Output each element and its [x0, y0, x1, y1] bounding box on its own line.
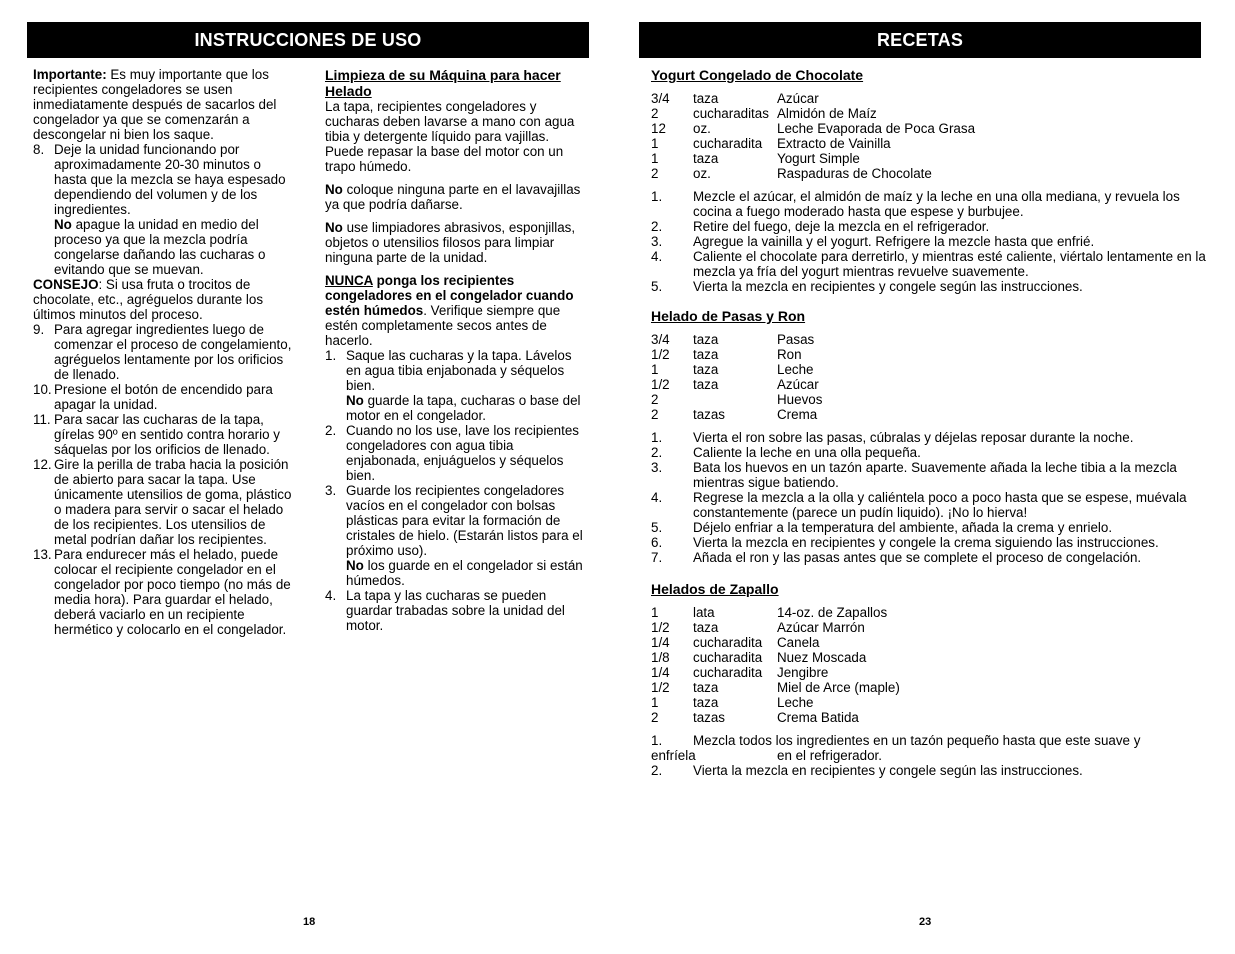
ingredients-table	[651, 91, 1211, 181]
ingredient-unit: lata	[693, 605, 715, 620]
item-text: Para endurecer más el helado, puede colocar el recipiente congelador en el congelador por poco tiempo (no más de media hora). Para guardar el helado, deberá vaciarlo en un recipiente hermético y colocarlo en el congelador.	[54, 547, 291, 637]
right-page-header	[639, 22, 1201, 58]
ingredient-qty: 2	[651, 106, 659, 121]
step-text: Añada el ron y las pasas antes que se complete el proceso de congelación.	[693, 550, 1142, 565]
ingredient-name: Raspaduras de Chocolate	[777, 166, 932, 181]
step-text: Vierta la mezcla en recipientes y congele según las instrucciones.	[693, 279, 1083, 294]
item-text: Gire la perilla de traba hacia la posición de abierto para sacar la tapa. Use únicamente utensilios de goma, plástico o madera para servir o sacar el helado de los recipientes. Los utensilios de metal podrían dañar los recipientes.	[54, 457, 292, 547]
step-text: Déjelo enfriar a la temperatura del ambiente, añada la crema y enrielo.	[693, 520, 1113, 535]
item-number: 9.	[33, 322, 45, 337]
step-number: 5.	[651, 520, 663, 535]
item-text: Para agregar ingredientes luego de comenzar el proceso de congelamiento, agréguelos lentamente por los orificios de llenado.	[54, 322, 292, 382]
recipe-step	[651, 234, 1211, 249]
ingredient-qty: 1	[651, 151, 659, 166]
ingredient-unit: taza	[693, 377, 719, 392]
recipe-step	[651, 279, 1211, 294]
no-label: No	[346, 558, 364, 573]
right-header-title: RECETAS	[876, 29, 964, 50]
step-text: Vierta la mezcla en recipientes y congele según las instrucciones.	[693, 763, 1083, 778]
ingredient-unit: taza	[693, 347, 719, 362]
item-text: Deje la unidad funcionando por aproximadamente 20-30 minutos o hasta que la mezcla se haya espesado dependiendo del volumen y de los ingredientes.	[54, 142, 286, 217]
list-item	[33, 457, 295, 547]
cleaning-title: Limpieza de su Máquina para hacer Helado	[325, 67, 561, 99]
step-text: Retire del fuego, deje la mezcla en el refrigerador.	[693, 219, 990, 234]
step-number: 1.	[651, 430, 663, 445]
recipe-step	[651, 445, 1211, 460]
note-text: use limpiadores abrasivos, esponjillas, objetos o utensilios filosos para limpiar ninguna parte de la unidad.	[325, 220, 576, 265]
step-text: Vierta el ron sobre las pasas, cúbralas y déjelas reposar durante la noche.	[693, 430, 1134, 445]
step-number: 2.	[651, 763, 663, 778]
left-column-2	[325, 67, 589, 633]
ingredient-name: Yogurt Simple	[777, 151, 860, 166]
ingredient-unit: cucharadita	[693, 650, 763, 665]
item-text: Cuando no los use, lave los recipientes congeladores con agua tibia enjabonada, enjuáguelos y séquelos bien.	[346, 423, 579, 483]
cleaning-intro: La tapa, recipientes congeladores y cucharas deben lavarse a mano con agua tibia y detergente líquido para vajillas. Puede repasar la base del motor con un trapo húmedo.	[325, 99, 575, 174]
steps-list-8	[33, 142, 295, 277]
step-text: Regrese la mezcla a la olla y caliéntela poco a poco hasta que se espese, muévala constantemente (parece un pudín liquido). ¡No lo hierva!	[693, 490, 1187, 520]
recipe-title: Yogurt Congelado de Chocolate	[651, 67, 864, 83]
cleaning-note-1	[325, 182, 589, 212]
ingredient-qty: 1/4	[651, 635, 670, 650]
item-text: La tapa y las cucharas se pueden guardar trabadas sobre la unidad del motor.	[346, 588, 565, 633]
cleaning-note-2	[325, 220, 589, 265]
ingredient-qty: 1	[651, 136, 659, 151]
list-item	[33, 382, 295, 412]
left-column-1	[33, 67, 295, 637]
recipe-step	[651, 219, 1211, 234]
ingredient-name: Azúcar	[777, 377, 819, 392]
ingredient-name: Miel de Arce (maple)	[777, 680, 900, 695]
note-text: coloque ninguna parte en el lavavajillas ya que podría dañarse.	[325, 182, 581, 212]
ingredients-table	[651, 605, 1211, 725]
ingredient-name: 14-oz. de Zapallos	[777, 605, 888, 620]
step-number: 4.	[651, 249, 663, 264]
item-number: 4.	[325, 588, 337, 603]
ingredient-unit	[693, 392, 777, 407]
step-number: 3.	[651, 460, 663, 475]
step-number: 4.	[651, 490, 663, 505]
item-number: 13.	[33, 547, 52, 562]
list-item	[325, 588, 589, 633]
step-number: 6.	[651, 535, 663, 550]
ingredient-unit: taza	[693, 332, 719, 347]
no-label: No	[54, 217, 72, 232]
ingredient-name: Canela	[777, 635, 820, 650]
ingredient-qty: 1/2	[651, 347, 670, 362]
ingredient-qty: 1/2	[651, 620, 670, 635]
left-header-title: INSTRUCCIONES DE USO	[194, 29, 422, 50]
ingredient-name: Azúcar Marrón	[777, 620, 865, 635]
ingredient-unit: taza	[693, 151, 719, 166]
no-label: No	[325, 220, 343, 235]
ingredient-qty: 3/4	[651, 332, 670, 347]
ingredient-name: Almidón de Maíz	[777, 106, 877, 121]
list-item	[325, 483, 589, 588]
left-page-number: 18	[303, 916, 316, 928]
list-item	[325, 348, 589, 423]
consejo-paragraph	[33, 277, 295, 322]
item-text: los guarde en el congelador si están húmedos.	[346, 558, 583, 588]
item-number: 11.	[33, 412, 51, 427]
list-item	[33, 412, 295, 457]
ingredient-unit: cucharadita	[693, 136, 763, 151]
right-page-number: 23	[919, 916, 932, 928]
ingredient-qty: 1/8	[651, 650, 670, 665]
step-text: Agregue la vainilla y el yogurt. Refrigere la mezcle hasta que enfrié.	[693, 234, 1095, 249]
ingredient-qty: 2	[651, 392, 659, 407]
recipe-steps	[651, 189, 1211, 294]
recipe-step	[651, 763, 1211, 778]
no-label: No	[346, 393, 364, 408]
item-number: 10.	[33, 382, 52, 397]
ingredient-name: Jengibre	[777, 665, 829, 680]
ingredient-qty: 2	[651, 407, 659, 422]
item-number: 2.	[325, 423, 337, 438]
ingredient-name: Crema Batida	[777, 710, 859, 725]
ingredient-qty: 3/4	[651, 91, 670, 106]
item-number: 3.	[325, 483, 337, 498]
ingredient-unit: cucharadita	[693, 665, 763, 680]
recipe-step	[651, 430, 1211, 445]
ingredient-qty: 1/4	[651, 665, 670, 680]
ingredient-unit: oz.	[693, 166, 711, 181]
recipe-steps	[651, 430, 1211, 565]
recipe-step-continuation	[651, 748, 1211, 763]
ingredients-table	[651, 332, 1211, 422]
recipe-step	[651, 189, 1211, 219]
ingredient-qty: 1/2	[651, 377, 670, 392]
recipes-column	[651, 67, 1211, 778]
ingredient-name: Extracto de Vainilla	[777, 136, 891, 151]
recipe-steps	[651, 733, 1211, 778]
step-text: Mezcla todos los ingredientes en un tazón pequeño hasta que este suave y	[693, 733, 1141, 748]
importante-text: Es muy importante que los recipientes congeladores se usen inmediatamente después de sacarlos del congelador ya que se comenzarán a descongelar ni bien los saque.	[33, 67, 277, 142]
ingredient-name: Huevos	[777, 392, 823, 407]
step-number: 1.	[651, 733, 663, 748]
ingredient-qty: 1	[651, 605, 659, 620]
ingredient-qty: 1/2	[651, 680, 670, 695]
consejo-text: : Si usa fruta o trocitos de chocolate, etc., agréguelos durante los últimos minutos del proceso.	[33, 277, 264, 322]
step-number: 7.	[651, 550, 663, 565]
list-item	[33, 142, 295, 277]
ingredient-unit: tazas	[693, 710, 726, 725]
ingredient-unit: cucharadita	[693, 635, 763, 650]
list-item	[325, 423, 589, 483]
step-text: Vierta la mezcla en recipientes y congele la crema siguiendo las instrucciones.	[693, 535, 1159, 550]
item-number: 8.	[33, 142, 45, 157]
ingredient-name: Leche Evaporada de Poca Grasa	[777, 121, 976, 136]
recipe-step	[651, 460, 1211, 490]
ingredient-name: Leche	[777, 362, 814, 377]
ingredient-name: Ron	[777, 347, 802, 362]
item-text: Saque las cucharas y la tapa. Lávelos en agua tibia enjabonada y séquelos bien.	[346, 348, 572, 393]
recipe-step	[651, 249, 1211, 279]
nunca-text: . Verifique siempre que estén completamente secos antes de hacerlo.	[325, 303, 561, 348]
nunca-paragraph	[325, 273, 589, 348]
item-text: Para sacar las cucharas de la tapa, gírelas 90º en sentido contra horario y sáquelas por los orificios de llenado.	[54, 412, 280, 457]
ingredient-name: Azúcar	[777, 91, 819, 106]
ingredient-unit: taza	[693, 362, 719, 377]
ingredient-qty: 1	[651, 695, 659, 710]
recipe-title: Helado de Pasas y Ron	[651, 308, 806, 324]
step-text: Caliente el chocolate para derretirlo, y mientras esté caliente, viértalo lentamente en la mezcla ya fría del yogurt mientras revuelve suavemente.	[693, 249, 1206, 279]
ingredient-unit: taza	[693, 695, 719, 710]
list-item	[33, 547, 295, 637]
step-number: 2.	[651, 445, 663, 460]
left-page-header	[27, 22, 589, 58]
cleaning-steps	[325, 348, 589, 633]
recipe-step	[651, 733, 1211, 748]
step-text: Caliente la leche en una olla pequeña.	[693, 445, 921, 460]
item-number: 1.	[325, 348, 337, 363]
ingredient-qty: 12	[651, 121, 666, 136]
step-number: 1.	[651, 189, 663, 204]
recipe-step	[651, 490, 1211, 520]
step-text: en el refrigerador.	[777, 748, 882, 763]
ingredient-name: Pasas	[777, 332, 815, 347]
ingredient-unit: tazas	[693, 407, 726, 422]
consejo-label: CONSEJO	[33, 277, 99, 292]
ingredient-qty: 2	[651, 166, 659, 181]
ingredient-qty: 1	[651, 362, 659, 377]
steps-list-9-13	[33, 322, 295, 637]
ingredient-unit: taza	[693, 680, 719, 695]
step-number: 3.	[651, 234, 663, 249]
recipe-title: Helados de Zapallo	[651, 581, 779, 597]
no-label: No	[325, 182, 343, 197]
step-number: 5.	[651, 279, 663, 294]
importante-paragraph	[33, 67, 295, 142]
ingredient-unit: oz.	[693, 121, 711, 136]
recipe-step	[651, 550, 1211, 565]
nunca-label: NUNCA	[325, 273, 373, 288]
importante-label: Importante:	[33, 67, 107, 82]
step-text: enfríela	[651, 748, 696, 763]
item-text: Guarde los recipientes congeladores vacíos en el congelador con bolsas plásticas para evitar la formación de cristales de hielo. (Estarán listos para el próximo uso).	[346, 483, 583, 558]
recipe-step	[651, 520, 1211, 535]
step-number: 2.	[651, 219, 663, 234]
ingredient-unit: taza	[693, 91, 719, 106]
ingredient-name: Crema	[777, 407, 818, 422]
item-text: Presione el botón de encendido para apagar la unidad.	[54, 382, 273, 412]
item-text: apague la unidad en medio del proceso ya que la mezcla podría congelarse dañando las cucharas o evitando que se muevan.	[54, 217, 266, 277]
item-text: guarde la tapa, cucharas o base del motor en el congelador.	[346, 393, 581, 423]
item-number: 12.	[33, 457, 52, 472]
ingredient-name: Leche	[777, 695, 814, 710]
step-text: Mezcle el azúcar, el almidón de maíz y la leche en una olla mediana, y revuela los cocina a fuego moderado hasta que espese y burbujee.	[693, 189, 1180, 219]
ingredient-unit: taza	[693, 620, 719, 635]
list-item	[33, 322, 295, 382]
ingredient-name: Nuez Moscada	[777, 650, 867, 665]
ingredient-qty: 2	[651, 710, 659, 725]
nunca-bold: ponga los recipientes congeladores en el congelador cuando estén húmedos	[325, 273, 574, 318]
ingredient-unit: cucharaditas	[693, 106, 769, 121]
recipe-step	[651, 535, 1211, 550]
step-text: Bata los huevos en un tazón aparte. Suavemente añada la leche tibia a la mezcla mientras sigue batiendo.	[693, 460, 1177, 490]
